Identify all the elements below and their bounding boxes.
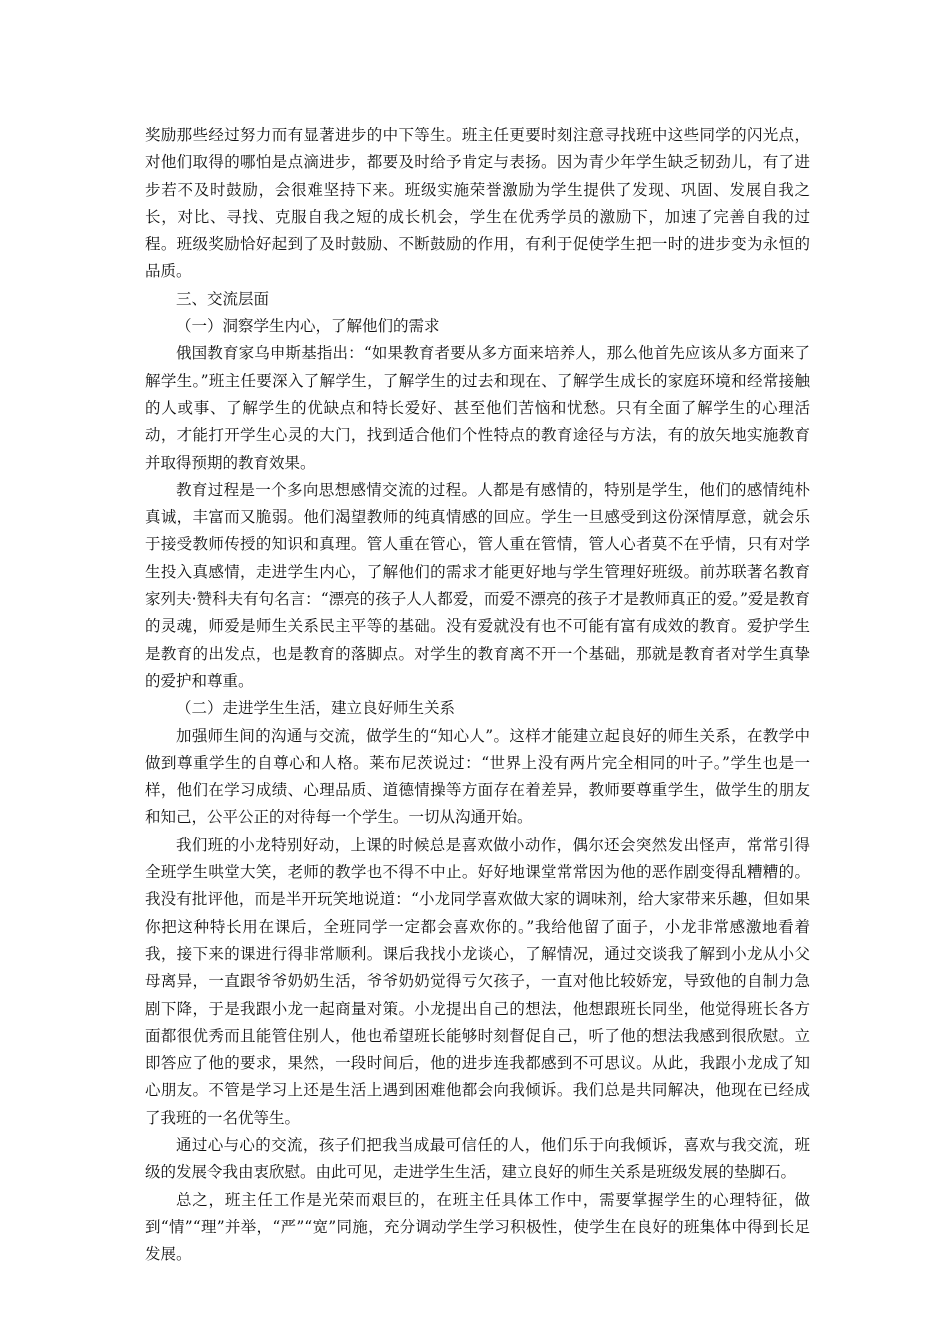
- paragraph: 教育过程是一个多向思想感情交流的过程。人都是有感情的，特别是学生，他们的感情纯朴真诚，丰富而又脆弱。他们渴望教师的纯真情感的回应。学生一旦感受到这份深情厚意，就会乐于接受教师传授的知识和真理。管人重在管心，管人重在管情，管人心者莫不在乎情，只有对学生投入真感情，走进学生内心，了解他们的需求才能更好地与学生管理好班级。前苏联著名教育家列夫·赞科夫有句名言：“漂亮的孩子人人都爱，而爱不漂亮的孩子才是教师真正的爱。”爱是教育的灵魂，师爱是师生关系民主平等的基础。没有爱就没有也不可能有富有成效的教育。爱护学生是教育的出发点，也是教育的落脚点。对学生的教育离不开一个基础，那就是教育者对学生真挚的爱护和尊重。: [145, 480, 810, 690]
- paragraph: 通过心与心的交流，孩子们把我当成最可信任的人，他们乐于向我倾诉，喜欢与我交流，班级的发展令我由衷欣慰。由此可见，走进学生生活，建立良好的师生关系是班级发展的垫脚石。: [145, 1135, 810, 1182]
- paragraph: 俄国教育家乌申斯基指出：“如果教育者要从多方面来培养人，那么他首先应该从多方面来了解学生。”班主任要深入了解学生，了解学生的过去和现在、了解学生成长的家庭环境和经常接触的人或事、了解学生的优缺点和特长爱好、甚至他们苦恼和忧愁。只有全面了解学生的心理活动，才能打开学生心灵的大门，找到适合他们个性特点的教育途径与方法，有的放矢地实施教育并取得预期的教育效果。: [145, 344, 810, 472]
- paragraph-continuation: 奖励那些经过努力而有显著进步的中下等生。班主任更要时刻注意寻找班中这些同学的闪光点，对他们取得的哪怕是点滴进步，都要及时给予肯定与表扬。因为青少年学生缺乏韧劲儿，有了进步若不及时鼓励，会很难坚持下来。班级实施荣誉激励为学生提供了发现、巩固、发展自我之长，对比、寻找、克服自我之短的成长机会，学生在优秀学员的激励下，加速了完善自我的过程。班级奖励恰好起到了及时鼓励、不断鼓励的作用，有利于促使学生把一时的进步变为永恒的品质。: [145, 126, 810, 281]
- section-heading-communication: 三、交流层面: [176, 289, 270, 308]
- paragraph-conclusion: 总之，班主任工作是光荣而艰巨的，在班主任具体工作中，需要掌握学生的心理特征，做到“情”“理”并举，“严”“宽”同施，充分调动学生学习积极性，使学生在良好的班集体中得到长足发展。: [145, 1190, 810, 1264]
- subsection-heading-2: （二）走进学生生活，建立良好师生关系: [176, 699, 456, 718]
- document-body: [145, 122, 810, 1268]
- subsection-heading-1: （一）洞察学生内心，了解他们的需求: [176, 317, 440, 336]
- paragraph: 加强师生间的沟通与交流，做学生的“知心人”。这样才能建立起良好的师生关系，在教学中做到尊重学生的自尊心和人格。莱布尼茨说过：“世界上没有两片完全相同的叶子。”学生也是一样，他们在学习成绩、心理品质、道德情操等方面存在着差异，教师要尊重学生，做学生的朋友和知己，公平公正的对待每一个学生。一切从沟通开始。: [145, 726, 810, 827]
- paragraph: 我们班的小龙特别好动，上课的时候总是喜欢做小动作，偶尔还会突然发出怪声，常常引得全班学生哄堂大笑，老师的教学也不得不中止。好好地课堂常常因为他的恶作剧变得乱糟糟的。我没有批评他，而是半开玩笑地说道：“小龙同学喜欢做大家的调味剂，给大家带来乐趣，但如果你把这种特长用在课后，全班同学一定都会喜欢你的。”我给他留了面子，小龙非常感激地看着我，接下来的课进行得非常顺利。课后我找小龙谈心，了解情况，通过交谈我了解到小龙从小父母离异，一直跟爷爷奶奶生活，爷爷奶奶觉得亏欠孩子，一直对他比较娇宠，导致他的自制力急剧下降，于是我跟小龙一起商量对策。小龙提出自己的想法，他想跟班长同坐，他觉得班长各方面都很优秀而且能管住别人，他也希望班长能够时刻督促自己，听了他的想法我感到很欣慰。立即答应了他的要求，果然，一段时间后，他的进步连我都感到不可思议。从此，我跟小龙成了知心朋友。不管是学习上还是生活上遇到困难他都会向我倾诉。我们总是共同解决，他现在已经成了我班的一名优等生。: [145, 835, 810, 1127]
